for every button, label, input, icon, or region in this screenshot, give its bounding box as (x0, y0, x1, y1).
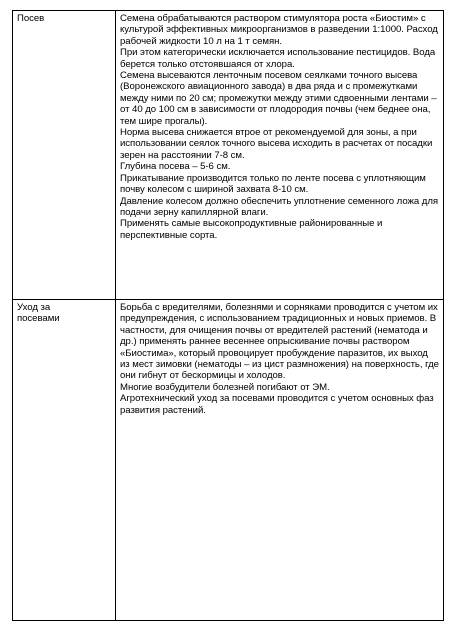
paragraph: При этом категорически исключается использование пестицидов. Вода берется только отстоявшаяся от хлора. (120, 47, 436, 70)
paragraph: Многие возбудители болезней погибают от ЭМ. (120, 381, 330, 393)
row-label: Уход за посевами (17, 302, 60, 325)
paragraph: Норма высева снижается втрое от рекомендуемой для зоны, а при использовании сеялок точного высева исходить в расчетах от посадки зерен на расстоянии 7-8 см. (120, 127, 433, 161)
paragraph: Борьба с вредителями, болезнями и сорняками проводится с учетом их предупреждения, с использованием традиционных и новых приемов. В частности, для очищения почвы от вредителей растений (нематода и др.) применять раннее весеннее опрыскивание почвы раствором «Биостима», который провоцирует пробуждение паразитов, их выход из мест зимовки (нематоды – из цист размножения) на поверхность, где они гибнут от бескормицы и холодов. (120, 302, 439, 382)
row-content-cell (116, 11, 444, 300)
paragraph: Давление колесом должно обеспечить уплотнение семенного ложа для подачи зерну капиллярной влаги. (120, 195, 439, 218)
paragraph: Агротехнический уход за посевами проводится с учетом основных фаз развития растений. (120, 393, 434, 416)
row-label: Посев (17, 13, 45, 24)
paragraph: Прикатывание производится только по ленте посева с уплотняющим почву колесом с шириной захвата 8-10 см. (120, 172, 426, 196)
paragraph: Семена высеваются ленточным посевом сеялками точного высева (Воронежского авиационного завода) в два ряда и с промежутками между ними по 20 см; промежутки между этими сдвоенными лентами – от 40 до 100 см в зависимости от плодородия почвы (чем беднее она, тем шире прогалы). (120, 70, 437, 127)
row-label-cell (13, 300, 116, 621)
paragraph: Применять самые высокопродуктивные районированные и перспективные сорта. (120, 218, 383, 241)
paragraph: Глубина посева – 5-6 см. (120, 161, 231, 173)
document-table (12, 10, 444, 621)
paragraph: Семена обрабатываются раствором стимулятора роста «Биостим» с культурой эффективных микроорганизмов в разведении 1:1000. Расход рабочей жидкости 10 л на 1 т семян. (120, 13, 438, 47)
table-row-crop-care (13, 300, 444, 621)
table-row-sowing (13, 11, 444, 300)
row-label-cell (13, 11, 116, 300)
row-content-cell (116, 300, 444, 621)
